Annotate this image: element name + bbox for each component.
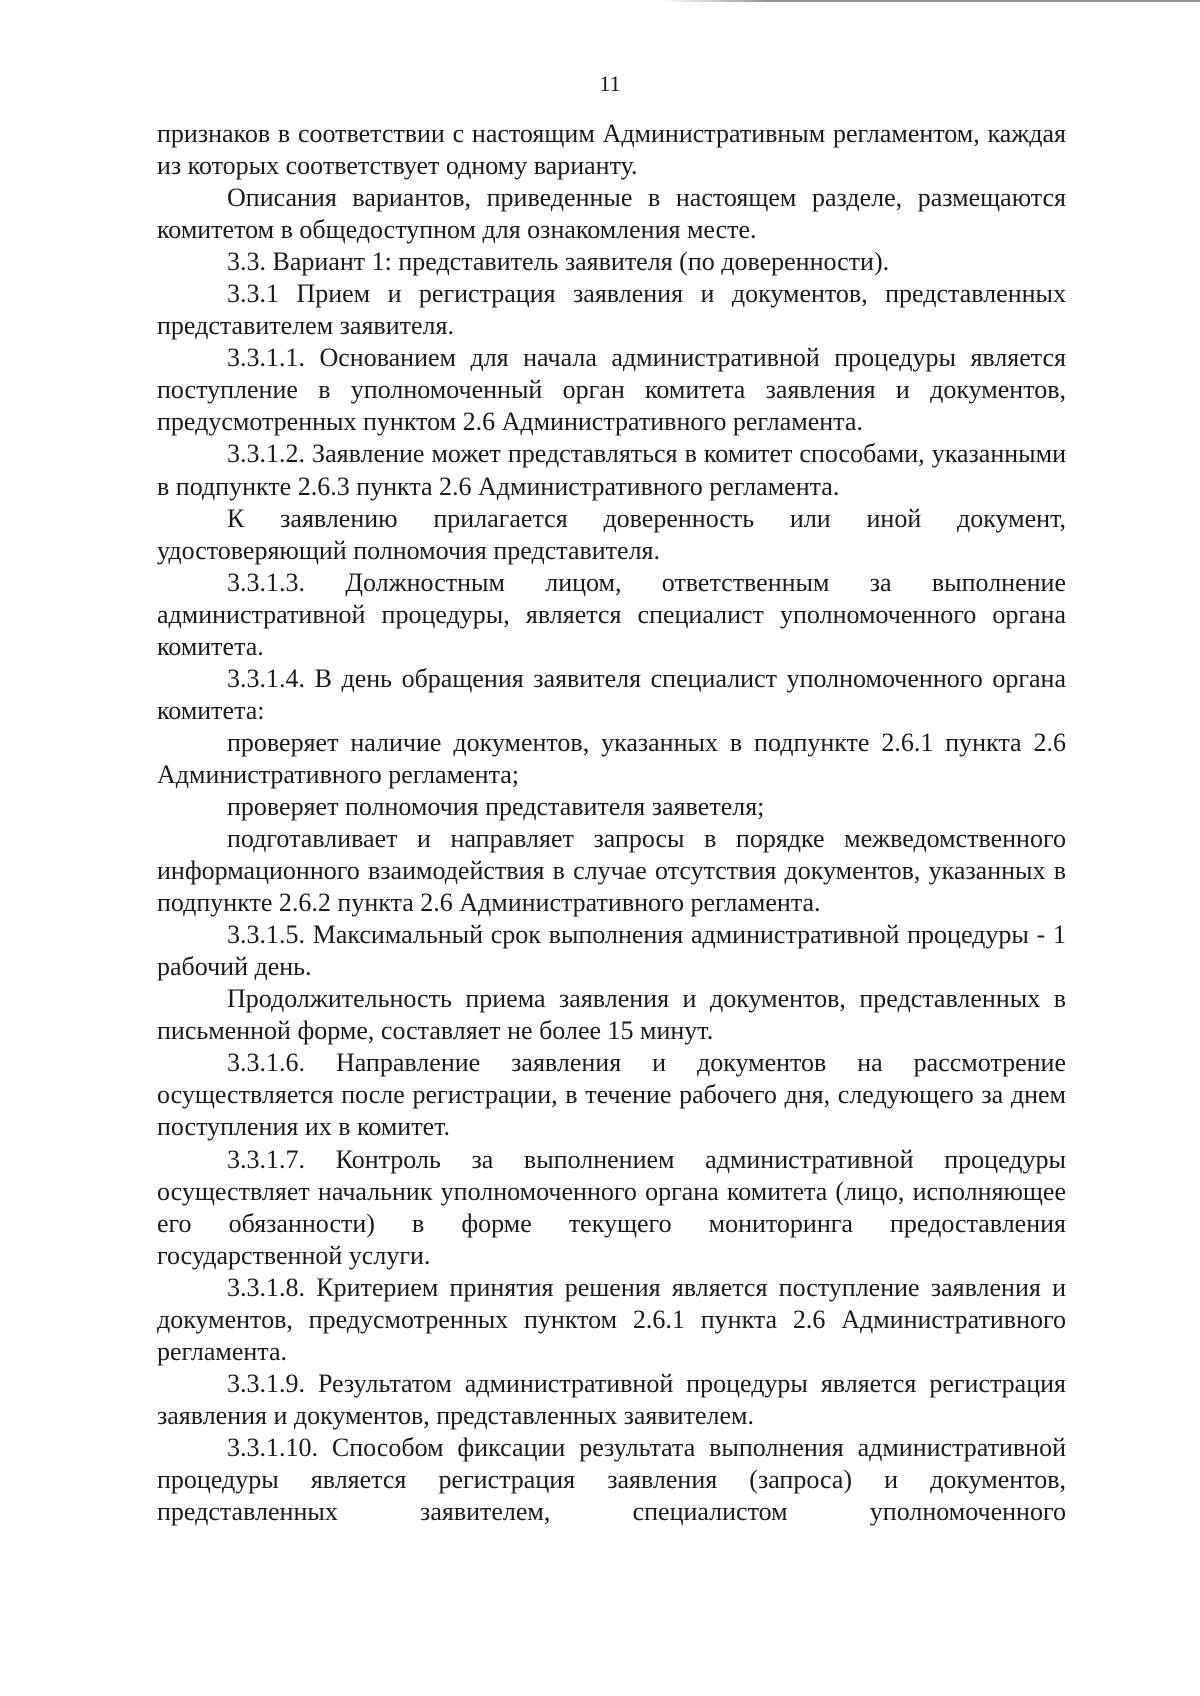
paragraph-reception-duration: Продолжительность приема заявления и документов, представленных в письменной форме, составляет не более 15 минут. xyxy=(157,984,1066,1046)
paragraph-3-3-1-5: 3.3.1.5. Максимальный срок выполнения административной процедуры - 1 рабочий день. xyxy=(157,920,1066,982)
paragraph-3-3-1-6: 3.3.1.6. Направление заявления и документов на рассмотрение осуществляется после регистрации, в течение рабочего дня, следующего за днем поступления их в комитет. xyxy=(157,1048,1066,1142)
paragraph-3-3-1-2: 3.3.1.2. Заявление может представляться в комитет способами, указанными в подпункте 2.6.3 пункта 2.6 Административного регламента. xyxy=(157,439,1066,501)
paragraph-3-3-1-10: 3.3.1.10. Способом фиксации результата выполнения административной процедуры является регистрация заявления (запроса) и документов, представленных заявителем, специалистом уполномоченного xyxy=(157,1432,1066,1527)
paragraph-power-of-attorney: К заявлению прилагается доверенность или иной документ, удостоверяющий полномочия представителя. xyxy=(157,503,1066,565)
paragraph-3-3-1-1: 3.3.1.1. Основанием для начала административной процедуры является поступление в уполномоченный орган комитета заявления и документов, предусмотренных пунктом 2.6 Административного регламента. xyxy=(157,343,1066,437)
paragraph-3-3-1-4: 3.3.1.4. В день обращения заявителя специалист уполномоченного органа комитета: xyxy=(157,663,1066,725)
paragraph-3-3-1: 3.3.1 Прием и регистрация заявления и документов, представленных представителем заявителя. xyxy=(157,279,1066,341)
scan-edge-shadow xyxy=(660,0,1200,2)
paragraph-sends-requests: подготавливает и направляет запросы в порядке межведомственного информационного взаимодействия в случае отсутствия документов, указанных в подпункте 2.6.2 пункта 2.6 Административного регламента. xyxy=(157,824,1066,918)
paragraph-3-3-1-8: 3.3.1.8. Критерием принятия решения является поступление заявления и документов, предусмотренных пунктом 2.6.1 пункта 2.6 Административного регламента. xyxy=(157,1272,1066,1366)
paragraph-3-3-1-3: 3.3.1.3. Должностным лицом, ответственным за выполнение административной процедуры, является специалист уполномоченного органа комитета. xyxy=(157,567,1066,661)
paragraph-continuation: признаков в соответствии с настоящим Административным регламентом, каждая из которых соответствует одному варианту. xyxy=(157,119,1066,181)
paragraph-checks-authority: проверяет полномочия представителя заявeтеля; xyxy=(227,791,765,821)
document-body xyxy=(157,118,1066,1528)
paragraph-3-3-heading: 3.3. Вариант 1: представитель заявителя (по доверенности). xyxy=(227,247,890,277)
page-number: 11 xyxy=(599,71,621,96)
paragraph-variants-description: Описания вариантов, приведенные в настоящем разделе, размещаются комитетом в общедоступном для ознакомления месте. xyxy=(157,183,1066,245)
paragraph-3-3-1-9: 3.3.1.9. Результатом административной процедуры является регистрация заявления и документов, представленных заявителем. xyxy=(157,1368,1066,1430)
paragraph-3-3-1-7: 3.3.1.7. Контроль за выполнением административной процедуры осуществляет начальник уполномоченного органа комитета (лицо, исполняющее его обязанности) в форме текущего мониторинга предоставления государственной услуги. xyxy=(157,1144,1066,1270)
paragraph-checks-documents: проверяет наличие документов, указанных в подпункте 2.6.1 пункта 2.6 Административного регламента; xyxy=(157,727,1066,789)
